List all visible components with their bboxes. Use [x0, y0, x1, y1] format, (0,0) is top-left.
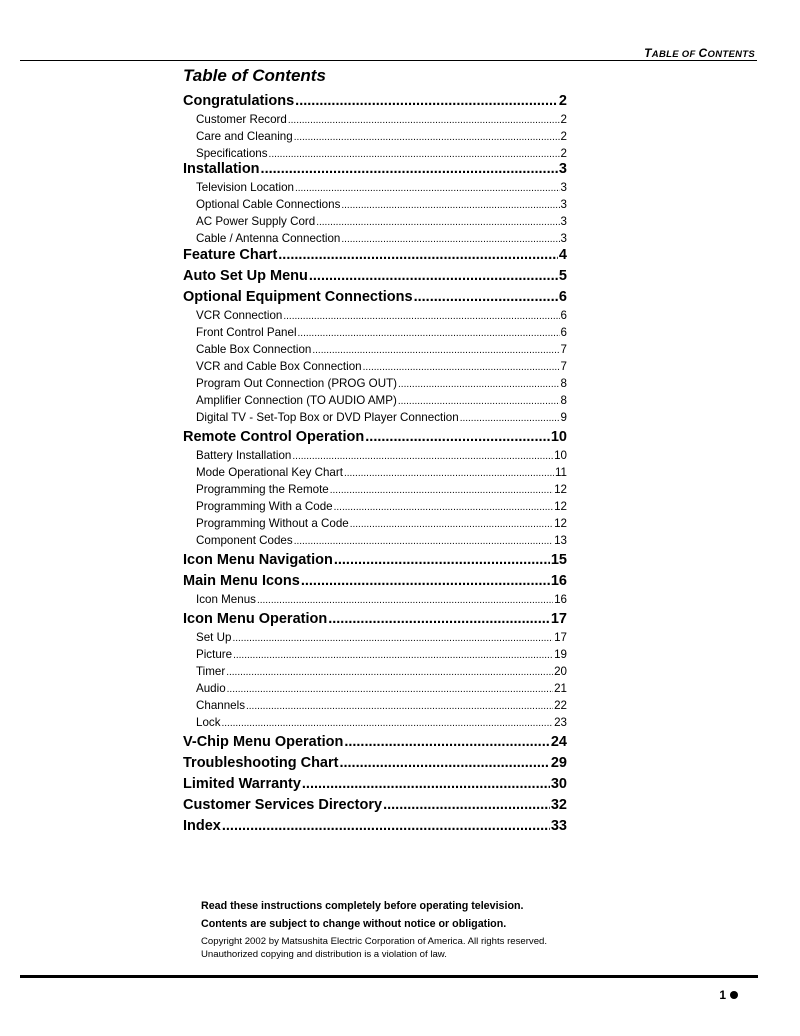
- toc-entry-page: 22: [554, 699, 567, 712]
- toc-dot-leader: [363, 361, 560, 375]
- toc-entry-label: Set Up: [196, 631, 232, 644]
- toc-entry-page: 8: [560, 377, 567, 390]
- running-header-part: T: [644, 46, 652, 60]
- toc-entry-label: Lock: [196, 716, 221, 729]
- toc-subsection-entry[interactable]: [196, 699, 567, 714]
- toc-dot-leader: [295, 182, 560, 196]
- toc-subsection-entry[interactable]: [196, 232, 567, 247]
- toc-section-entry[interactable]: [183, 289, 567, 306]
- toc-entry-page: 9: [560, 411, 567, 424]
- toc-section-entry[interactable]: [183, 818, 567, 835]
- toc-entry-label: Icon Menu Navigation: [183, 552, 333, 568]
- toc-dot-leader: [261, 161, 558, 178]
- toc-entry-page: 29: [550, 755, 567, 771]
- toc-dot-leader: [227, 683, 553, 697]
- toc-entry-page: 3: [560, 198, 567, 211]
- toc-subsection-entry[interactable]: [196, 130, 567, 145]
- toc-dot-leader: [294, 535, 553, 549]
- toc-subsection-entry[interactable]: [196, 147, 567, 162]
- toc-subsection-entry[interactable]: [196, 449, 567, 464]
- toc-section-entry[interactable]: [183, 268, 567, 285]
- toc-entry-label: Timer: [196, 665, 226, 678]
- toc-dot-leader: [222, 818, 550, 835]
- toc-dot-leader: [328, 611, 550, 628]
- toc-section-entry[interactable]: [183, 776, 567, 793]
- toc-subsection-entry[interactable]: [196, 665, 567, 680]
- toc-entry-page: 17: [554, 631, 567, 644]
- toc-entry-page: 16: [554, 593, 567, 606]
- toc-section-entry[interactable]: [183, 611, 567, 628]
- toc-entry-label: Installation: [183, 161, 260, 177]
- toc-dot-leader: [334, 501, 553, 515]
- toc-entry-label: Picture: [196, 648, 233, 661]
- toc-entry-label: Amplifier Connection (TO AUDIO AMP): [196, 394, 397, 407]
- toc-entry-label: Programming the Remote: [196, 483, 329, 496]
- toc-entry-label: Customer Record: [196, 113, 287, 126]
- toc-entry-page: 3: [558, 161, 567, 177]
- notice-block: [201, 897, 621, 961]
- toc-entry-label: Programming Without a Code: [196, 517, 349, 530]
- toc-subsection-entry[interactable]: [196, 360, 567, 375]
- toc-entry-page: 2: [560, 113, 567, 126]
- toc-dot-leader: [398, 378, 560, 392]
- toc-entry-page: 3: [560, 232, 567, 245]
- toc-dot-leader: [309, 268, 558, 285]
- copyright-line: Copyright 2002 by Matsushita Electric Corporation of America. All rights reserved.: [201, 936, 548, 947]
- toc-entry-label: Feature Chart: [183, 247, 278, 263]
- toc-dot-leader: [344, 734, 550, 751]
- toc-entry-label: Limited Warranty: [183, 776, 301, 792]
- page-number-text: 1: [719, 988, 726, 1002]
- toc-dot-leader: [301, 573, 550, 590]
- toc-entry-page: 6: [560, 326, 567, 339]
- toc-entry-label: Audio: [196, 682, 226, 695]
- toc-subsection-entry[interactable]: [196, 593, 567, 608]
- toc-dot-leader: [226, 666, 553, 680]
- toc-subsection-entry[interactable]: [196, 500, 567, 515]
- page-number: [719, 988, 738, 1002]
- toc-dot-leader: [344, 467, 554, 481]
- filled-circle-icon: [730, 991, 738, 999]
- toc-subsection-entry[interactable]: [196, 483, 567, 498]
- toc-dot-leader: [339, 755, 549, 772]
- toc-entry-page: 20: [554, 665, 567, 678]
- toc-entry-page: 15: [550, 552, 567, 568]
- toc-entry-label: Optional Equipment Connections: [183, 289, 413, 305]
- toc-section-entry[interactable]: [183, 429, 567, 446]
- toc-entry-label: Troubleshooting Chart: [183, 755, 339, 771]
- toc-entry-page: 12: [554, 517, 567, 530]
- toc-dot-leader: [365, 429, 550, 446]
- footer-rule: [20, 975, 758, 978]
- toc-entry-label: Television Location: [196, 181, 294, 194]
- toc-entry-page: 10: [550, 429, 567, 445]
- toc-dot-leader: [414, 289, 558, 306]
- toc-entry-label: Icon Menus: [196, 593, 256, 606]
- toc-entry-label: Front Control Panel: [196, 326, 297, 339]
- toc-subsection-entry[interactable]: [196, 215, 567, 230]
- toc-entry-label: Remote Control Operation: [183, 429, 365, 445]
- toc-dot-leader: [233, 649, 553, 663]
- toc-subsection-entry[interactable]: [196, 198, 567, 213]
- toc-section-entry[interactable]: [183, 552, 567, 569]
- toc-dot-leader: [298, 327, 560, 341]
- toc-dot-leader: [278, 247, 558, 264]
- toc-subsection-entry[interactable]: [196, 343, 567, 358]
- page-title: Table of Contents: [183, 66, 326, 85]
- toc-subsection-entry[interactable]: [196, 534, 567, 549]
- toc-section-entry[interactable]: [183, 161, 567, 178]
- notice-line: Read these instructions completely before operating television.: [201, 900, 524, 912]
- toc-section-entry[interactable]: [183, 734, 567, 751]
- toc-subsection-entry[interactable]: [196, 682, 567, 697]
- toc-entry-label: Programming With a Code: [196, 500, 333, 513]
- toc-section-entry[interactable]: [183, 247, 567, 264]
- toc-entry-page: 10: [554, 449, 567, 462]
- toc-entry-label: Icon Menu Operation: [183, 611, 328, 627]
- toc-entry-page: 3: [560, 215, 567, 228]
- toc-subsection-entry[interactable]: [196, 394, 567, 409]
- toc-subsection-entry[interactable]: [196, 716, 567, 731]
- toc-subsection-entry[interactable]: [196, 326, 567, 341]
- toc-section-entry[interactable]: [183, 573, 567, 590]
- toc-entry-label: V-Chip Menu Operation: [183, 734, 344, 750]
- toc-dot-leader: [292, 450, 553, 464]
- toc-entry-page: 2: [558, 93, 567, 109]
- toc-entry-label: Digital TV - Set-Top Box or DVD Player Connection: [196, 411, 459, 424]
- toc-entry-page: 4: [558, 247, 567, 263]
- toc-section-entry[interactable]: [183, 93, 567, 110]
- toc-dot-leader: [341, 199, 559, 213]
- toc-section-entry[interactable]: [183, 755, 567, 772]
- toc-dot-leader: [383, 797, 550, 814]
- toc-entry-page: 2: [560, 147, 567, 160]
- toc-dot-leader: [341, 233, 559, 247]
- toc-subsection-entry[interactable]: [196, 377, 567, 392]
- toc-entry-page: 16: [550, 573, 567, 589]
- toc-entry-page: 13: [554, 534, 567, 547]
- toc-dot-leader: [398, 395, 560, 409]
- toc-dot-leader: [334, 552, 550, 569]
- toc-dot-leader: [288, 114, 560, 128]
- toc-entry-label: VCR Connection: [196, 309, 283, 322]
- toc-subsection-entry[interactable]: [196, 113, 567, 128]
- toc-dot-leader: [316, 216, 559, 230]
- toc-entry-label: Care and Cleaning: [196, 130, 293, 143]
- toc-entry-page: 7: [560, 360, 567, 373]
- toc-entry-page: 5: [558, 268, 567, 284]
- toc-entry-label: Cable Box Connection: [196, 343, 312, 356]
- toc-section-entry[interactable]: [183, 797, 567, 814]
- running-header-part: ONTENTS: [707, 49, 755, 60]
- toc-entry-page: 7: [560, 343, 567, 356]
- toc-entry-page: 33: [550, 818, 567, 834]
- toc-entry-label: Mode Operational Key Chart: [196, 466, 343, 479]
- toc-entry-page: 24: [550, 734, 567, 750]
- toc-entry-page: 8: [560, 394, 567, 407]
- toc-entry-page: 32: [550, 797, 567, 813]
- toc-entry-label: Customer Services Directory: [183, 797, 383, 813]
- toc-dot-leader: [302, 776, 550, 793]
- running-header-part: ABLE OF: [651, 49, 699, 60]
- toc-entry-page: 17: [550, 611, 567, 627]
- toc-entry-label: Optional Cable Connections: [196, 198, 341, 211]
- toc-entry-page: 21: [554, 682, 567, 695]
- toc-entry-label: Main Menu Icons: [183, 573, 300, 589]
- toc-entry-label: Congratulations: [183, 93, 295, 109]
- toc-subsection-entry[interactable]: [196, 648, 567, 663]
- toc-entry-page: 3: [560, 181, 567, 194]
- toc-entry-label: Program Out Connection (PROG OUT): [196, 377, 398, 390]
- toc-entry-page: 30: [550, 776, 567, 792]
- toc-entry-page: 19: [554, 648, 567, 661]
- toc-subsection-entry[interactable]: [196, 631, 567, 646]
- copyright-line: Unauthorized copying and distribution is a violation of law.: [201, 949, 447, 960]
- toc-entry-page: 12: [554, 483, 567, 496]
- toc-entry-label: Specifications: [196, 147, 268, 160]
- toc-dot-leader: [460, 412, 560, 426]
- toc-entry-page: 11: [554, 466, 567, 479]
- toc-entry-label: VCR and Cable Box Connection: [196, 360, 362, 373]
- toc-entry-page: 12: [554, 500, 567, 513]
- toc-dot-leader: [295, 93, 558, 110]
- toc-entry-page: 6: [560, 309, 567, 322]
- toc-entry-label: Index: [183, 818, 221, 834]
- toc-entry-label: Channels: [196, 699, 245, 712]
- toc-subsection-entry[interactable]: [196, 411, 567, 426]
- toc-dot-leader: [312, 344, 559, 358]
- toc-dot-leader: [350, 518, 553, 532]
- toc-dot-leader: [330, 484, 553, 498]
- toc-entry-page: 23: [554, 716, 567, 729]
- toc-dot-leader: [294, 131, 560, 145]
- toc-subsection-entry[interactable]: [196, 309, 567, 324]
- toc-entry-label: AC Power Supply Cord: [196, 215, 316, 228]
- running-header-part: C: [698, 46, 708, 60]
- toc-entry-page: 2: [560, 130, 567, 143]
- toc-dot-leader: [283, 310, 559, 324]
- toc-dot-leader: [232, 632, 553, 646]
- toc-subsection-entry[interactable]: [196, 181, 567, 196]
- toc-subsection-entry[interactable]: [196, 517, 567, 532]
- toc-dot-leader: [269, 148, 560, 162]
- toc-subsection-entry[interactable]: [196, 466, 567, 481]
- toc-dot-leader: [222, 717, 554, 731]
- toc-entry-label: Battery Installation: [196, 449, 292, 462]
- toc-entry-label: Cable / Antenna Connection: [196, 232, 341, 245]
- toc-dot-leader: [257, 594, 553, 608]
- notice-line: Contents are subject to change without notice or obligation.: [201, 918, 507, 930]
- toc-entry-page: 6: [558, 289, 567, 305]
- toc-entry-label: Auto Set Up Menu: [183, 268, 308, 284]
- toc-entry-label: Component Codes: [196, 534, 293, 547]
- toc-dot-leader: [246, 700, 553, 714]
